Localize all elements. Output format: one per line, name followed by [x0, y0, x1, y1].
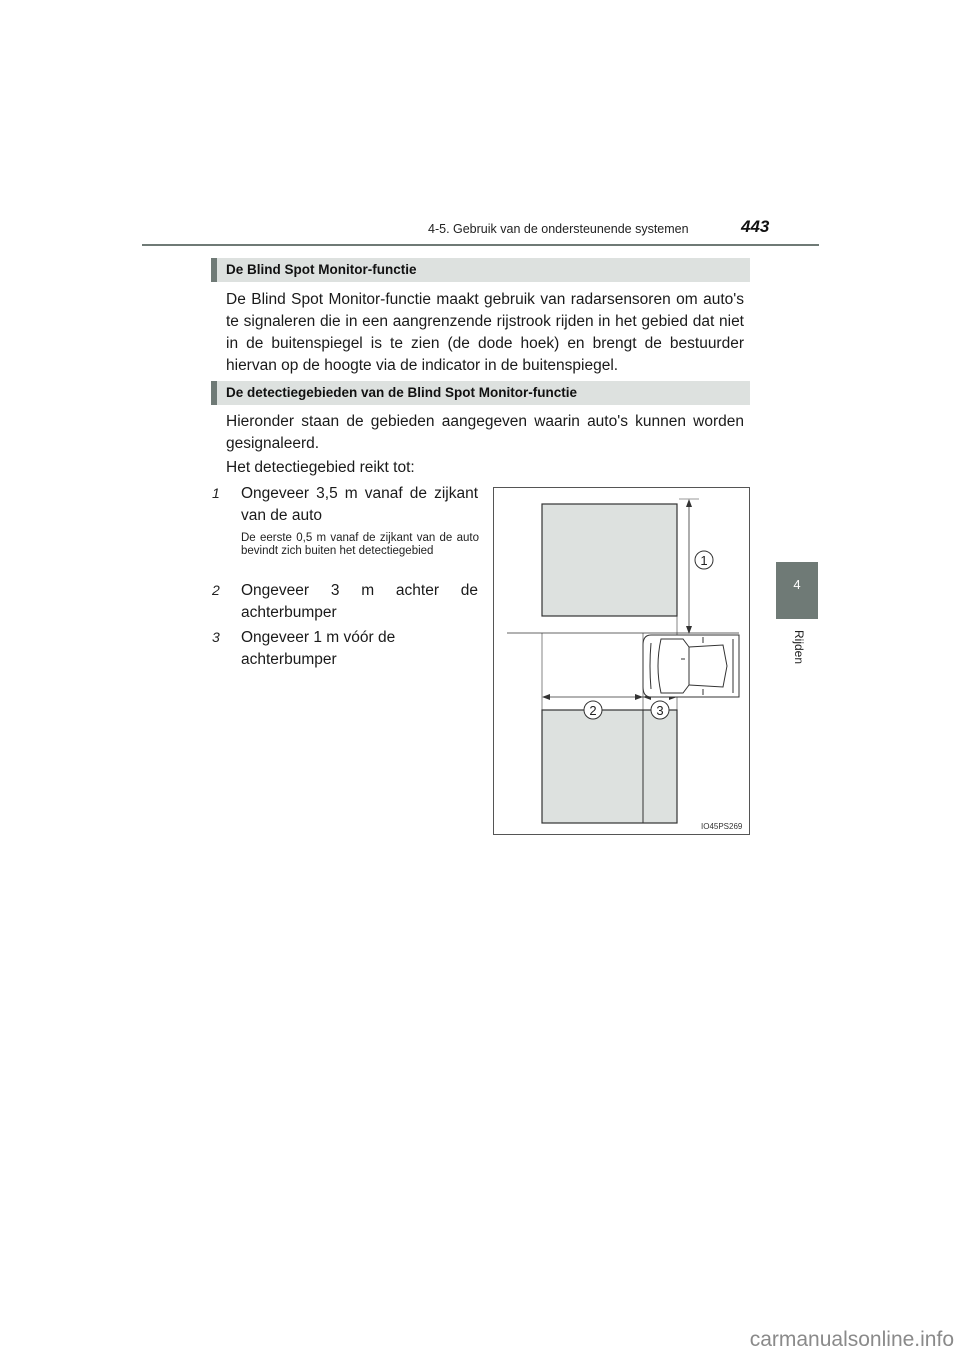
- figure-label-3: 3: [656, 703, 664, 718]
- footer-watermark: carmanualsonline.info: [749, 1328, 954, 1351]
- section-heading-detection-areas: De detectiegebieden van de Blind Spot Monitor-functie: [211, 381, 750, 405]
- item-number-2: 2: [212, 582, 220, 598]
- item-text-3: Ongeveer 1 m vóór de achterbumper: [241, 629, 396, 668]
- section-heading-blind-spot: De Blind Spot Monitor-functie: [211, 258, 750, 282]
- header-section-title: 4-5. Gebruik van de ondersteunende systemen: [428, 222, 689, 236]
- car-icon: [643, 635, 739, 697]
- item-note-1: De eerste 0,5 m vanaf de zijkant van de auto bevindt zich buiten het detectiegebied: [241, 532, 479, 557]
- figure-code: IO45PS269: [701, 822, 743, 831]
- item-number-1: 1: [212, 485, 220, 501]
- item-number-3: 3: [212, 629, 220, 645]
- section2-body: Hieronder staan de gebieden aangegeven waarin auto's kunnen worden gesignaleerd.: [226, 413, 744, 452]
- section2-intro: Het detectiegebied reikt tot:: [226, 459, 415, 476]
- figure-label-1: 1: [700, 553, 708, 568]
- header-rule: [142, 244, 819, 246]
- item-text-2: Ongeveer 3 m achter de achterbumper: [241, 582, 478, 621]
- chapter-label: Rijden: [792, 630, 806, 665]
- list-item: [212, 580, 478, 624]
- list-item: [212, 627, 478, 671]
- section1-body: De Blind Spot Monitor-functie maakt gebruik van radarsensoren om auto's te signaleren die in een aangrenzende rijstrook rijden in het gebied dat niet in de buitenspiegel is te zien (de dode hoek) en brengt de bestuurder hiervan op de hoogte via de indicator in de buitenspiegel.: [226, 291, 744, 374]
- detection-area-diagram: [493, 487, 750, 835]
- figure-label-2: 2: [589, 703, 597, 718]
- page-number: 443: [741, 217, 770, 236]
- item-text-1: Ongeveer 3,5 m vanaf de zijkant van de auto: [241, 485, 478, 524]
- list-item: [212, 483, 478, 527]
- chapter-tab: 4: [776, 562, 818, 619]
